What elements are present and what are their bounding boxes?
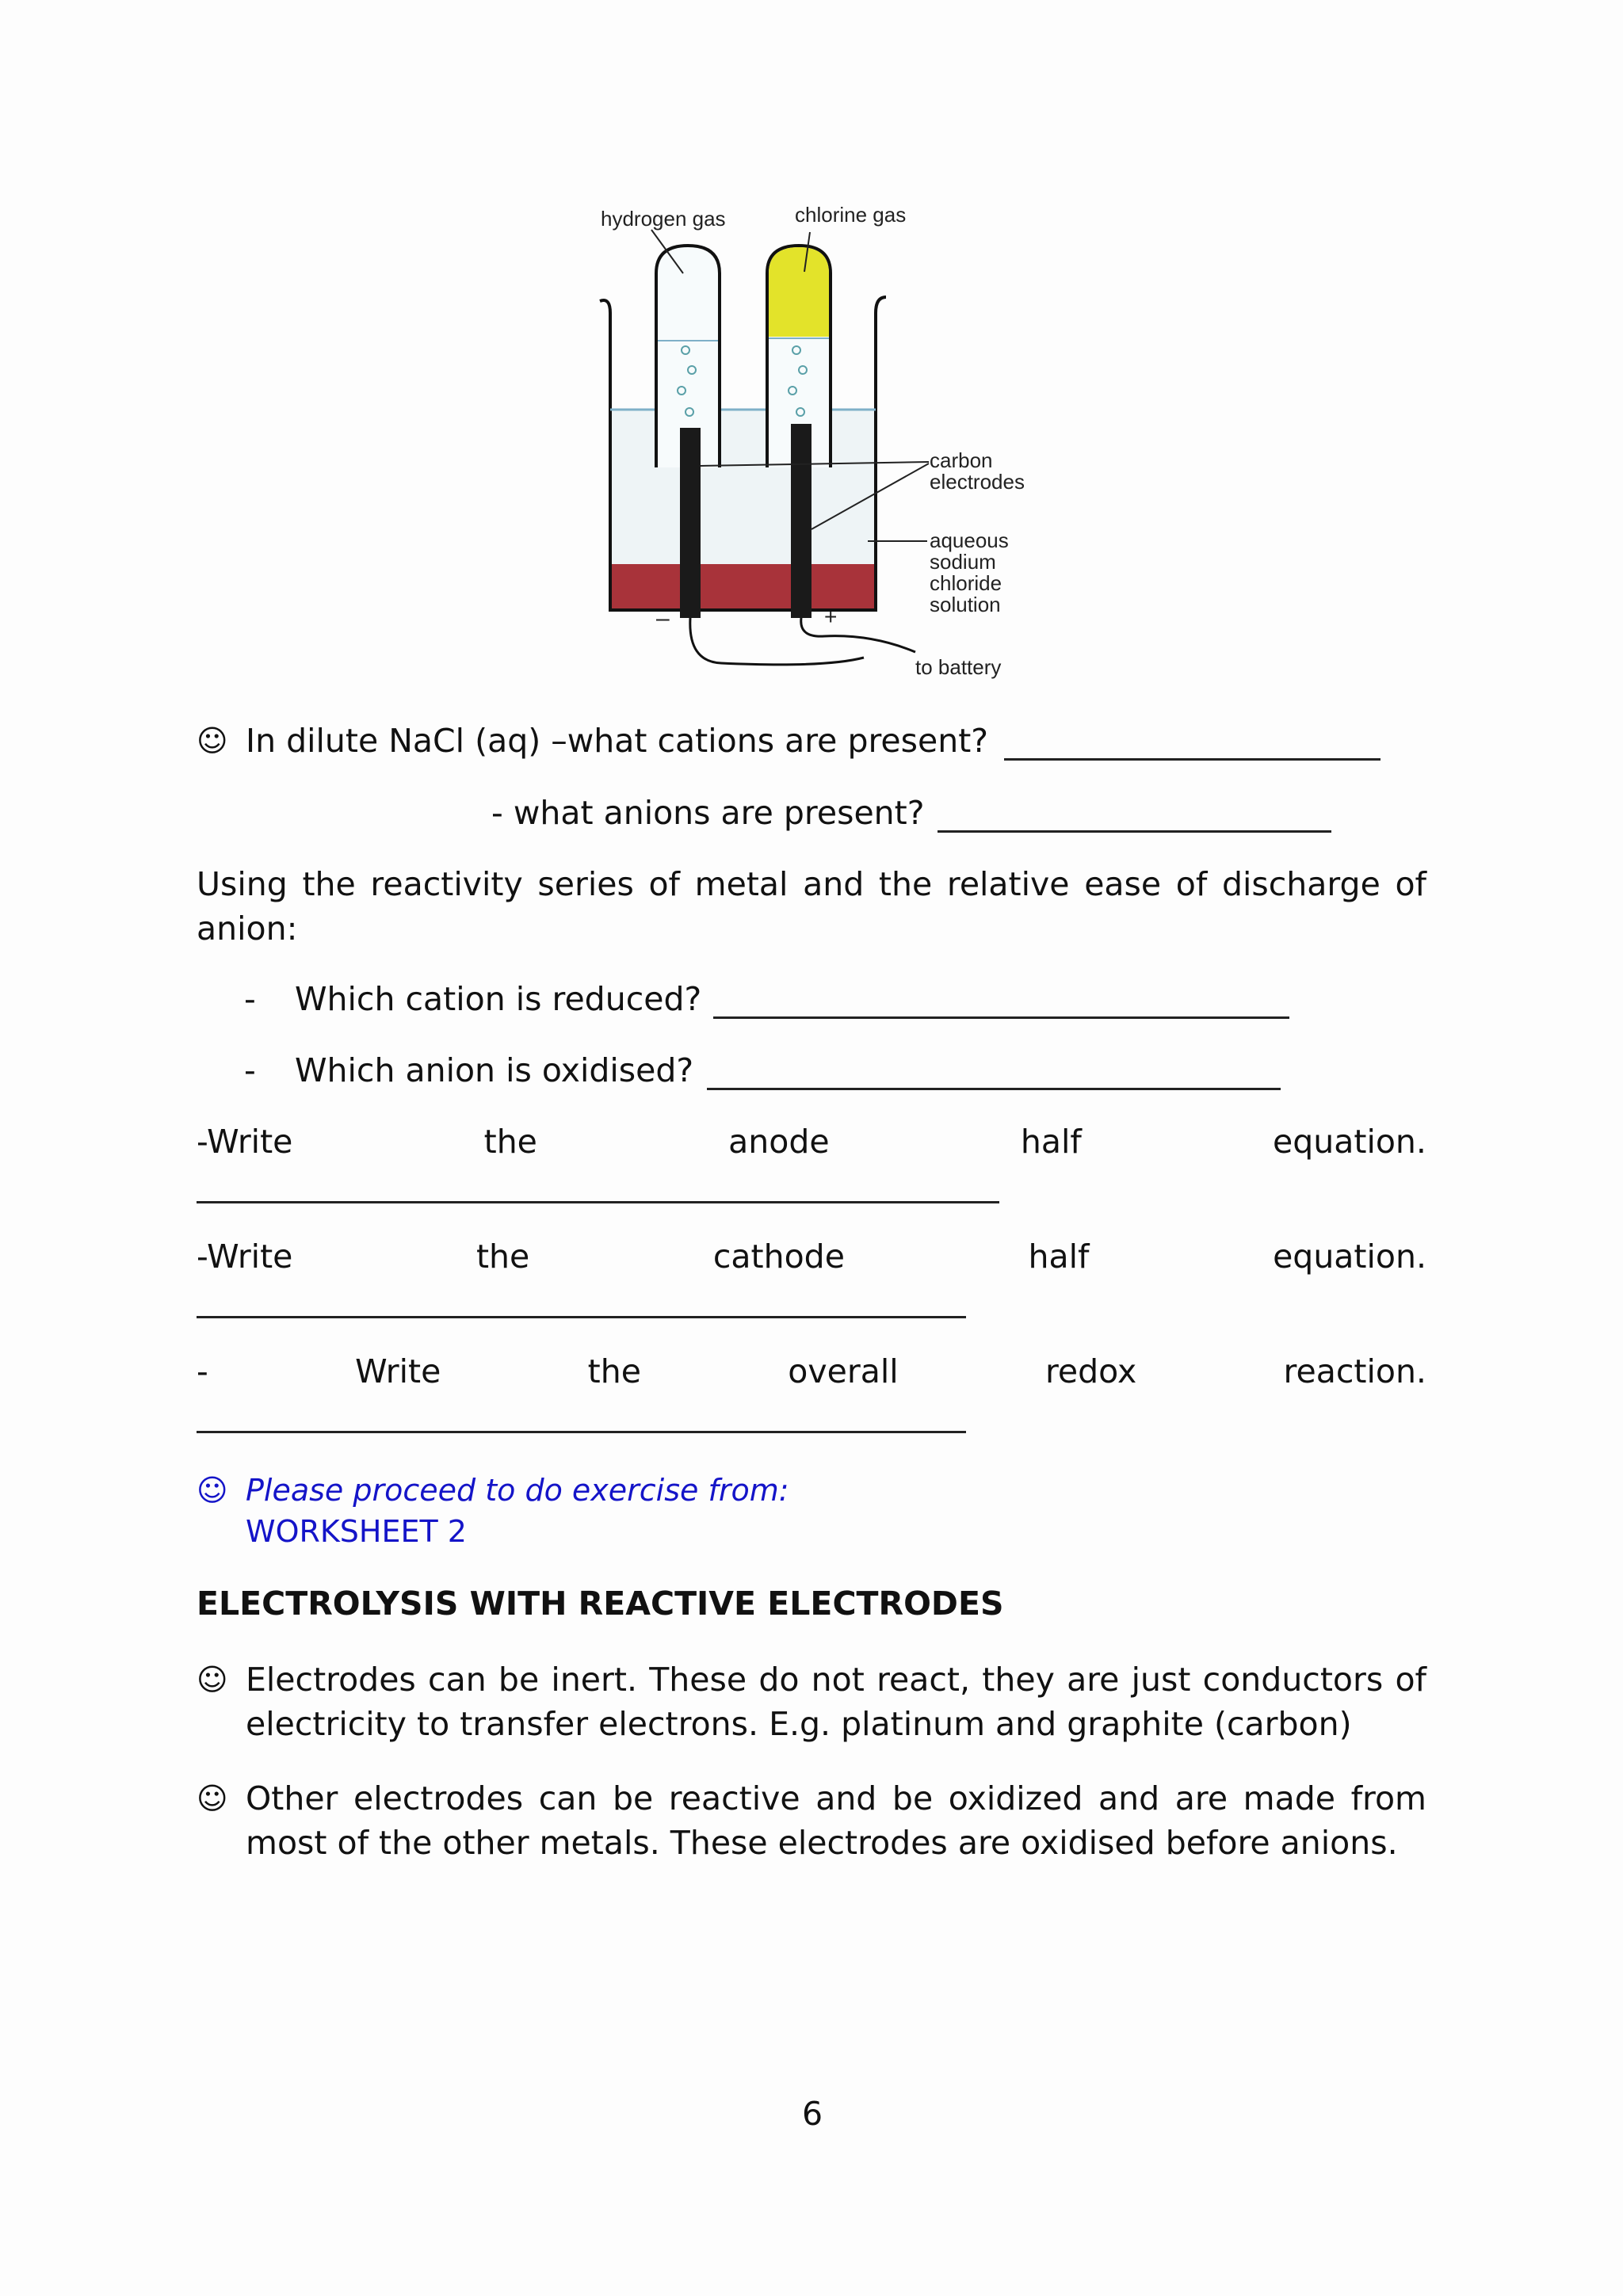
- answer-blank-anions[interactable]: [938, 830, 1331, 833]
- electrolysis-diagram: [586, 194, 1062, 689]
- label-solution: solution: [930, 593, 1001, 616]
- worksheet-link[interactable]: WORKSHEET 2: [246, 1514, 467, 1549]
- solution: [610, 410, 876, 564]
- question-cations: In dilute NaCl (aq) –what cations are present?: [246, 722, 989, 760]
- answer-blank-anode[interactable]: [197, 1201, 999, 1203]
- word: anode: [728, 1123, 830, 1161]
- label-positive: +: [824, 605, 838, 629]
- label-chlorine-gas: chlorine gas: [795, 203, 907, 227]
- question-anion-oxidised: Which anion is oxidised?: [295, 1051, 694, 1089]
- label-hydrogen-gas: hydrogen gas: [601, 207, 726, 231]
- anode-electrode: [791, 424, 812, 618]
- word: redox: [1044, 1352, 1137, 1390]
- label-negative: –: [656, 605, 670, 631]
- question-cation-reduced: Which cation is reduced?: [295, 980, 702, 1018]
- word: Write: [355, 1352, 441, 1390]
- answer-blank-anion-oxidised[interactable]: [707, 1088, 1281, 1090]
- word: half: [1028, 1238, 1090, 1276]
- word: reaction.: [1283, 1352, 1426, 1390]
- question-anode-half-equation: [197, 1119, 1426, 1164]
- question-overall-redox: [197, 1349, 1426, 1394]
- word: half: [1020, 1123, 1082, 1161]
- chlorine-gas: [769, 247, 829, 337]
- answer-blank-cathode[interactable]: [197, 1316, 966, 1318]
- word: equation.: [1273, 1238, 1426, 1276]
- exercise-note: Please proceed to do exercise from:: [246, 1473, 789, 1508]
- bullet-smiley: ☺: [197, 723, 228, 758]
- paragraph-reactive-electrodes: Other electrodes can be reactive and be oxidized and are made from most of the other metals. These electrodes are oxidised before anions.: [246, 1779, 1426, 1862]
- word: equation.: [1273, 1123, 1426, 1161]
- dash-bullet: -: [244, 1051, 256, 1089]
- word: the: [475, 1238, 530, 1276]
- word: -Write: [197, 1123, 293, 1161]
- word: the: [587, 1352, 641, 1390]
- dash-bullet: -: [244, 980, 256, 1018]
- page-number: 6: [801, 2095, 823, 2133]
- question-cathode-half-equation: [197, 1234, 1426, 1279]
- label-electrodes: electrodes: [930, 470, 1025, 494]
- label-aqueous: aqueous: [930, 528, 1009, 552]
- intro-paragraph: Using the reactivity series of metal and the relative ease of discharge of anion:: [197, 865, 1426, 948]
- label-to-battery: to battery: [915, 655, 1002, 679]
- answer-blank-redox[interactable]: [197, 1431, 966, 1433]
- word: overall: [788, 1352, 899, 1390]
- electrolyte-base: [610, 564, 876, 610]
- bullet-smiley: ☺: [197, 1473, 228, 1508]
- paragraph-inert-electrodes: Electrodes can be inert. These do not react, they are just conductors of electricity to transfer electrons. E.g. platinum and graphite (carbon): [246, 1661, 1426, 1743]
- cathode-electrode: [680, 428, 701, 618]
- label-sodium: sodium: [930, 550, 996, 574]
- word: cathode: [712, 1238, 845, 1276]
- label-carbon: carbon: [930, 448, 993, 472]
- question-anions: - what anions are present?: [491, 794, 925, 832]
- word: -Write: [197, 1238, 293, 1276]
- battery-wire: [690, 618, 864, 665]
- answer-blank-cation-reduced[interactable]: [713, 1016, 1289, 1019]
- bullet-smiley: ☺: [197, 1662, 228, 1697]
- section-heading: ELECTROLYSIS WITH REACTIVE ELECTRODES: [197, 1585, 1004, 1623]
- answer-blank-cations[interactable]: [1004, 758, 1381, 761]
- label-chloride: chloride: [930, 571, 1002, 595]
- word: the: [483, 1123, 537, 1161]
- word: -: [197, 1352, 208, 1390]
- bullet-smiley: ☺: [197, 1781, 228, 1816]
